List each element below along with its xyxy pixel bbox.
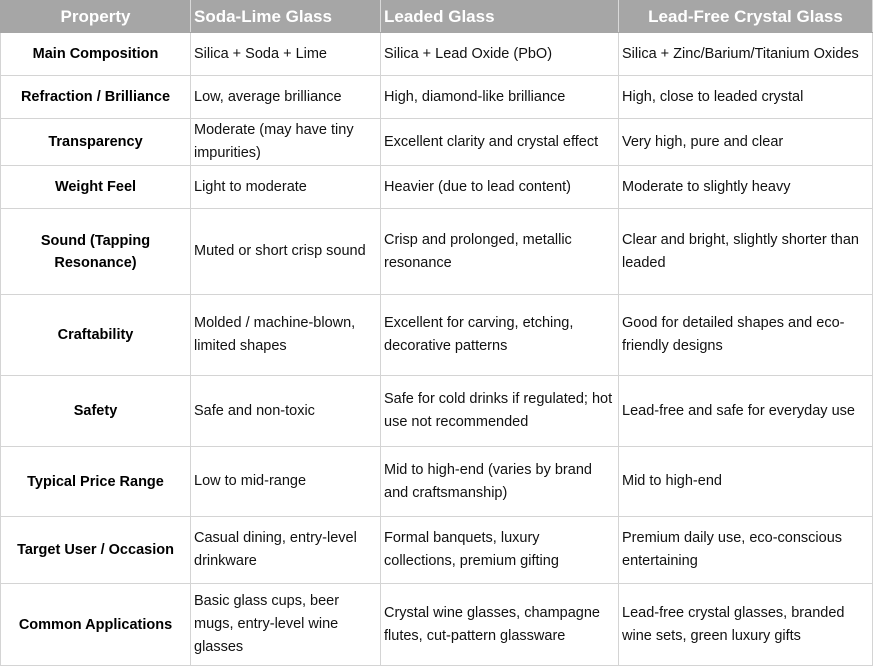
row-label: Transparency	[1, 119, 191, 166]
cell-soda-lime: Low to mid-range	[191, 447, 381, 517]
cell-soda-lime: Moderate (may have tiny impurities)	[191, 119, 381, 166]
cell-soda-lime: Light to moderate	[191, 166, 381, 209]
table-row	[1, 376, 873, 447]
table-row	[1, 119, 873, 166]
table-body	[1, 33, 873, 666]
cell-soda-lime: Basic glass cups, beer mugs, entry-level wine glasses	[191, 584, 381, 666]
row-label: Weight Feel	[1, 166, 191, 209]
cell-soda-lime: Casual dining, entry-level drinkware	[191, 517, 381, 584]
table-row	[1, 76, 873, 119]
row-label: Target User / Occasion	[1, 517, 191, 584]
row-label: Common Applications	[1, 584, 191, 666]
row-label: Safety	[1, 376, 191, 447]
header-leaded-glass: Leaded Glass	[381, 1, 619, 33]
table-row	[1, 584, 873, 666]
table-row	[1, 33, 873, 76]
table-row	[1, 209, 873, 295]
cell-lead-free: Lead-free crystal glasses, branded wine sets, green luxury gifts	[619, 584, 873, 666]
cell-lead-free: Clear and bright, slightly shorter than leaded	[619, 209, 873, 295]
row-label: Craftability	[1, 295, 191, 376]
table-row	[1, 447, 873, 517]
cell-leaded: Heavier (due to lead content)	[381, 166, 619, 209]
cell-lead-free: Moderate to slightly heavy	[619, 166, 873, 209]
cell-leaded: Excellent clarity and crystal effect	[381, 119, 619, 166]
cell-leaded: Excellent for carving, etching, decorative patterns	[381, 295, 619, 376]
header-property: Property	[1, 1, 191, 33]
cell-lead-free: Good for detailed shapes and eco-friendly designs	[619, 295, 873, 376]
cell-leaded: Safe for cold drinks if regulated; hot use not recommended	[381, 376, 619, 447]
cell-leaded: High, diamond-like brilliance	[381, 76, 619, 119]
table-header	[1, 1, 873, 33]
cell-leaded: Formal banquets, luxury collections, premium gifting	[381, 517, 619, 584]
cell-lead-free: Silica + Zinc/Barium/Titanium Oxides	[619, 33, 873, 76]
cell-leaded: Mid to high-end (varies by brand and craftsmanship)	[381, 447, 619, 517]
header-soda-lime-glass: Soda-Lime Glass	[191, 1, 381, 33]
cell-soda-lime: Low, average brilliance	[191, 76, 381, 119]
header-row	[1, 1, 873, 33]
cell-soda-lime: Silica + Soda + Lime	[191, 33, 381, 76]
cell-soda-lime: Molded / machine-blown, limited shapes	[191, 295, 381, 376]
table-row	[1, 517, 873, 584]
cell-lead-free: Mid to high-end	[619, 447, 873, 517]
row-label: Sound (Tapping Resonance)	[1, 209, 191, 295]
cell-lead-free: Premium daily use, eco-conscious entertaining	[619, 517, 873, 584]
header-lead-free-crystal-glass: Lead-Free Crystal Glass	[619, 1, 873, 33]
cell-soda-lime: Safe and non-toxic	[191, 376, 381, 447]
cell-lead-free: Lead-free and safe for everyday use	[619, 376, 873, 447]
cell-soda-lime: Muted or short crisp sound	[191, 209, 381, 295]
table-row	[1, 295, 873, 376]
cell-leaded: Crisp and prolonged, metallic resonance	[381, 209, 619, 295]
row-label: Refraction / Brilliance	[1, 76, 191, 119]
cell-leaded: Crystal wine glasses, champagne flutes, cut-pattern glassware	[381, 584, 619, 666]
cell-leaded: Silica + Lead Oxide (PbO)	[381, 33, 619, 76]
cell-lead-free: High, close to leaded crystal	[619, 76, 873, 119]
row-label: Typical Price Range	[1, 447, 191, 517]
row-label: Main Composition	[1, 33, 191, 76]
cell-lead-free: Very high, pure and clear	[619, 119, 873, 166]
table-row	[1, 166, 873, 209]
